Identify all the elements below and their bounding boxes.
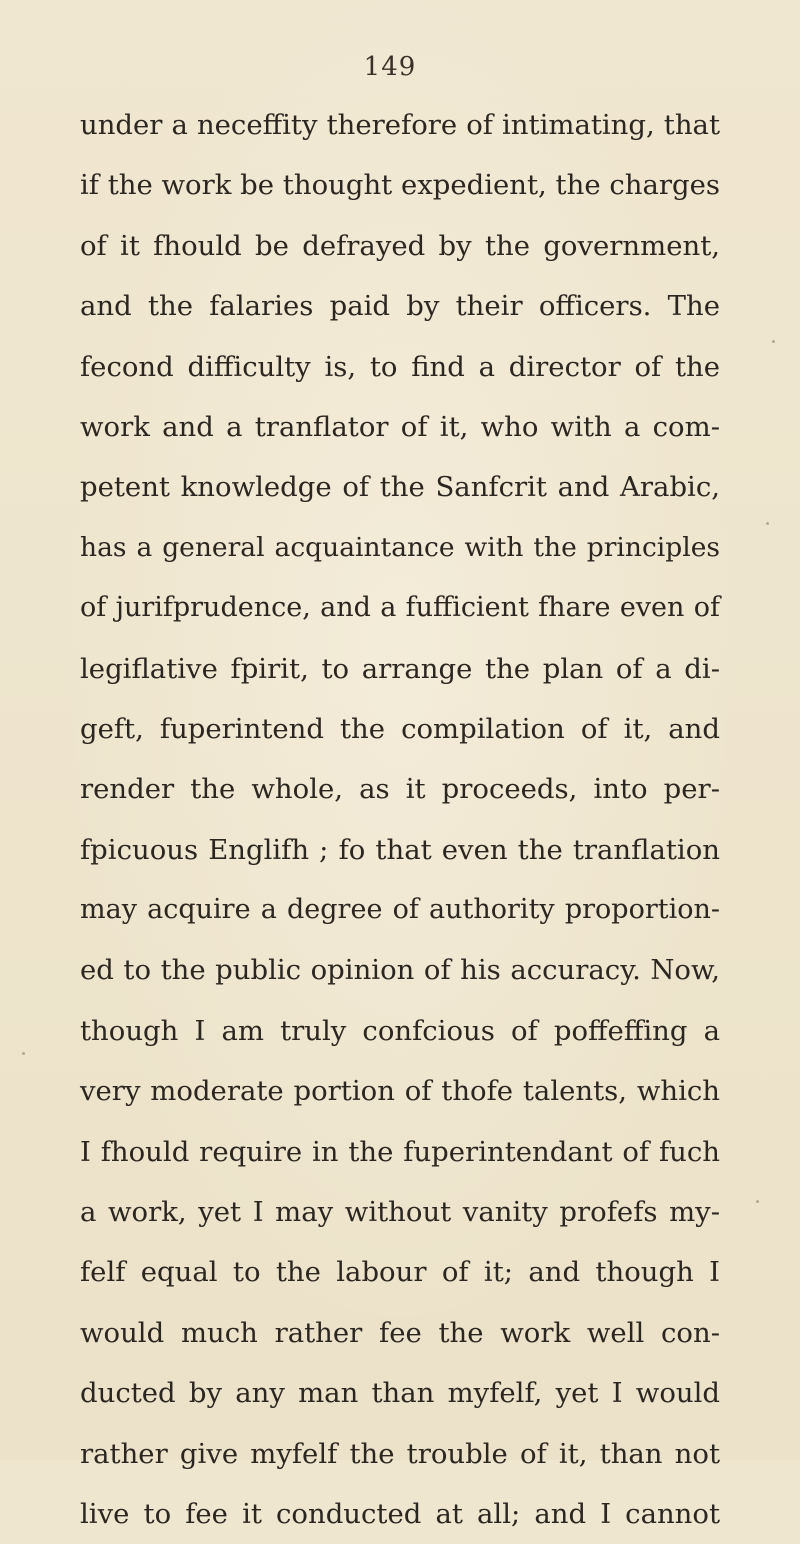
text-line: legiflative fpirit, to arrange the plan of a di- (80, 652, 720, 685)
text-line: may acquire a degree of authority proportion- (80, 894, 720, 926)
paper-speck (22, 1052, 25, 1055)
text-line: would much rather fee the work well con- (80, 1316, 720, 1349)
text-line: very moderate portion of thofe talents, which (80, 1075, 720, 1108)
text-line: though I am truly confcious of poffeffing a (80, 1014, 720, 1047)
page-number: 149 (363, 52, 417, 82)
body-text (80, 95, 720, 1544)
text-line: has a general acquaintance with the principles (80, 531, 720, 563)
text-line: felf equal to the labour of it; and though I (80, 1256, 720, 1289)
text-line: and the falaries paid by their officers. The (80, 290, 720, 323)
paper-speck (766, 522, 769, 525)
text-line: fpicuous Englifh ; fo that even the tranflation (80, 833, 720, 866)
text-line: ed to the public opinion of his accuracy. Now, (80, 954, 720, 987)
text-line: a work, yet I may without vanity profefs my- (80, 1196, 720, 1229)
text-line: rather give myfelf the trouble of it, than not (80, 1437, 720, 1470)
text-line: work and a tranflator of it, who with a com- (80, 410, 720, 443)
paper-speck (756, 1200, 759, 1203)
text-line: render the whole, as it proceeds, into per- (80, 773, 720, 806)
text-line: of jurifprudence, and a fufficient fhare even of (80, 592, 720, 624)
paper-speck (772, 340, 775, 343)
text-line: under a neceffity therefore of intimating, that (80, 109, 720, 141)
text-line: if the work be thought expedient, the charges (80, 169, 720, 202)
text-line: ducted by any man than myfelf, yet I would (80, 1377, 720, 1410)
text-line: live to fee it conducted at all; and I cannot (80, 1497, 720, 1530)
text-line: geft, fuperintend the compilation of it, and (80, 712, 720, 745)
text-line: I fhould require in the fuperintendant of fuch (80, 1135, 720, 1168)
text-line: petent knowledge of the Sanfcrit and Arabic, (80, 471, 720, 504)
text-line: of it fhould be defrayed by the government, (80, 229, 720, 262)
text-line: fecond difficulty is, to find a director of the (80, 350, 720, 383)
